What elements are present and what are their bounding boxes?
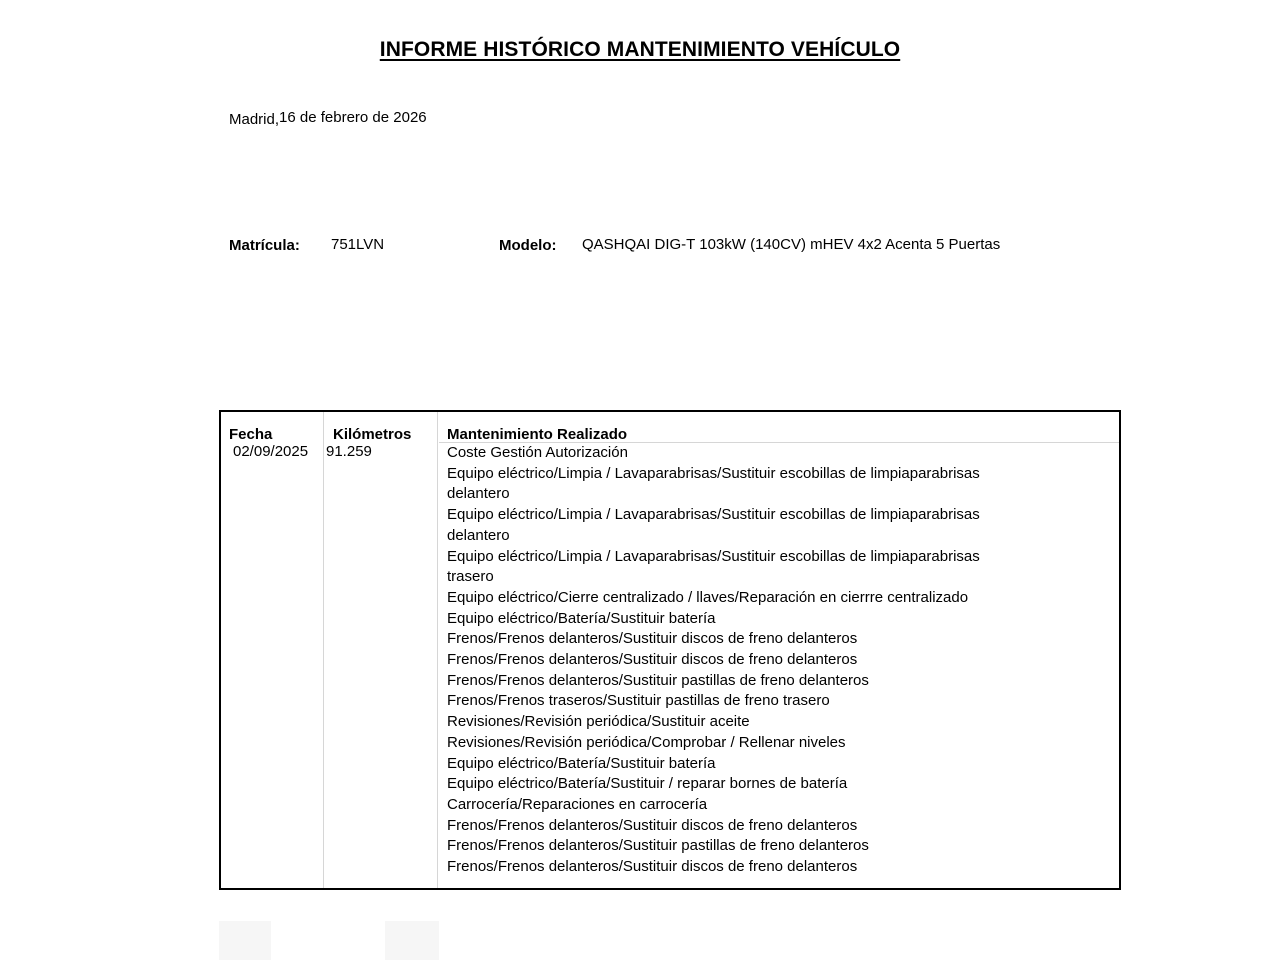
maintenance-item: Coste Gestión Autorización xyxy=(447,444,628,461)
column-separator-km xyxy=(437,412,438,888)
header-km: Kilómetros xyxy=(333,426,412,443)
footer-shade-right xyxy=(385,921,439,960)
maintenance-item: Frenos/Frenos delanteros/Sustituir pastillas de freno delanteros xyxy=(447,837,869,855)
plate-label: Matrícula: xyxy=(229,237,300,254)
place-date xyxy=(229,111,427,128)
maintenance-table xyxy=(219,410,1121,890)
model-label: Modelo: xyxy=(499,237,557,254)
model-value: QASHQAI DIG-T 103kW (140CV) mHEV 4x2 Acenta 5 Puertas xyxy=(582,236,1001,253)
maintenance-list xyxy=(447,443,1007,878)
maintenance-item: Equipo eléctrico/Limpia / Lavaparabrisas/Sustituir escobillas de limpiaparabrisas trasero xyxy=(447,547,980,586)
maintenance-item: Frenos/Frenos traseros/Sustituir pastillas de freno trasero xyxy=(447,692,830,710)
header-date: Fecha xyxy=(229,426,273,443)
place-text: Madrid, xyxy=(229,111,280,128)
plate-value: 751LVN xyxy=(331,236,385,253)
row-date: 02/09/2025 xyxy=(233,443,309,460)
maintenance-item: Frenos/Frenos delanteros/Sustituir discos de freno delanteros xyxy=(447,651,858,669)
maintenance-item: Frenos/Frenos delanteros/Sustituir pastillas de freno delanteros xyxy=(447,671,869,689)
maintenance-item: Frenos/Frenos delanteros/Sustituir discos de freno delanteros xyxy=(447,630,858,648)
footer-shade-left xyxy=(219,921,271,960)
maintenance-item: Carrocería/Reparaciones en carrocería xyxy=(447,795,708,813)
maintenance-item: Equipo eléctrico/Batería/Sustituir batería xyxy=(447,609,716,627)
maintenance-item: Equipo eléctrico/Batería/Sustituir / reparar bornes de batería xyxy=(447,775,848,793)
column-separator-date xyxy=(323,412,324,888)
maintenance-item: Frenos/Frenos delanteros/Sustituir discos de freno delanteros xyxy=(447,816,858,834)
maintenance-item: Revisiones/Revisión periódica/Sustituir aceite xyxy=(447,713,750,731)
row-km: 91.259 xyxy=(326,443,372,460)
maintenance-item: Equipo eléctrico/Limpia / Lavaparabrisas/Sustituir escobillas de limpiaparabrisas delantero xyxy=(447,506,980,544)
header-maintenance: Mantenimiento Realizado xyxy=(447,426,628,443)
report-date: 16 de febrero de 2026 xyxy=(279,109,427,126)
maintenance-item: Revisiones/Revisión periódica/Comprobar / Rellenar niveles xyxy=(447,733,846,751)
maintenance-item: Equipo eléctrico/Batería/Sustituir batería xyxy=(447,754,716,772)
maintenance-item: Frenos/Frenos delanteros/Sustituir discos de freno delanteros xyxy=(447,858,858,876)
maintenance-item: Equipo eléctrico/Limpia / Lavaparabrisas/Sustituir escobillas de limpiaparabrisas delantero xyxy=(447,464,980,503)
report-title: INFORME HISTÓRICO MANTENIMIENTO VEHÍCULO xyxy=(379,38,901,61)
maintenance-item: Equipo eléctrico/Cierre centralizado / llaves/Reparación en cierrre centralizado xyxy=(447,588,969,606)
